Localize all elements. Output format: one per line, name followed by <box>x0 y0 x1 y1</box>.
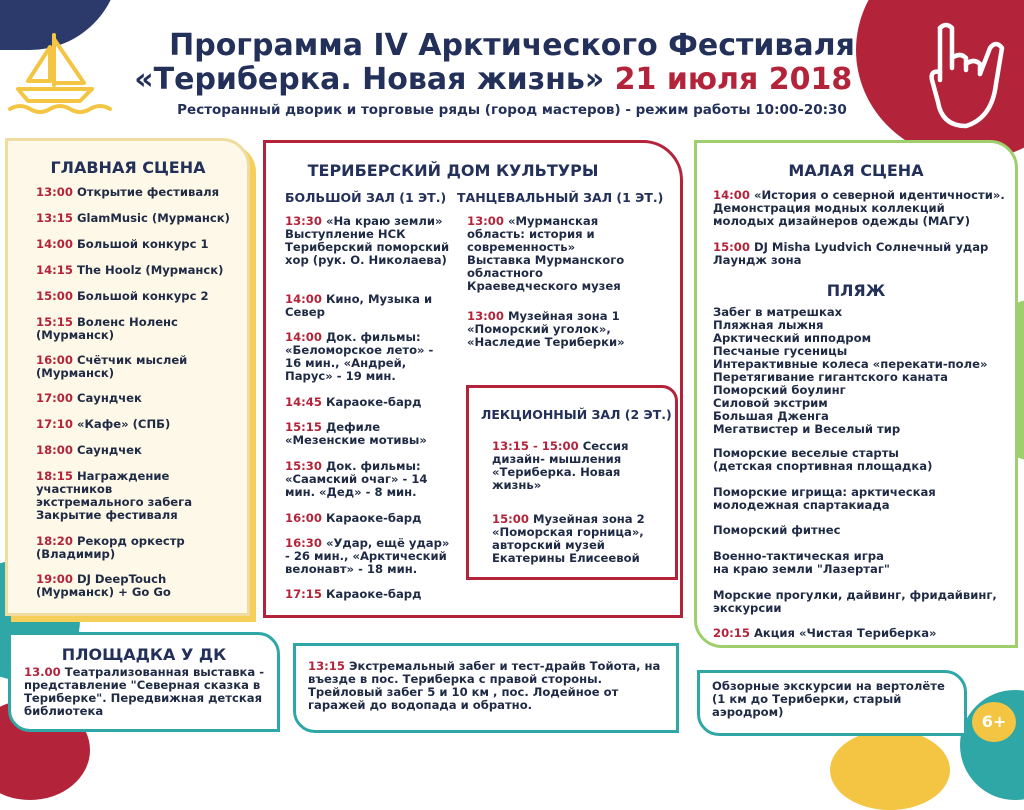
rock-hand-icon <box>918 18 1014 136</box>
main-stage-item: 15:00 Большой конкурс 2 <box>36 289 209 303</box>
page-title-line-2 <box>110 62 914 98</box>
lecture-hall-item: 13:15 - 15:00 Сессия дизайн- мышления «Териберка. Новая жизнь» <box>492 439 629 492</box>
main-stage-item: 16:00 Счётчик мыслей (Мурманск) <box>36 353 188 380</box>
big-hall-item: 14:45 Караоке-бард <box>285 395 422 409</box>
dk-area-title: ПЛОЩАДКА У ДК <box>61 645 227 664</box>
beach-sea-walks: Морские прогулки, дайвинг, фридайвинг, экскурсии <box>713 588 997 615</box>
page-subtitle: Ресторанный дворик и торговые ряды (город мастеров) - режим работы 10:00-20:30 <box>177 102 847 118</box>
main-stage-item: 18:00 Саундчек <box>36 443 142 457</box>
beach-spartakiad: Поморские игрища: арктическая молодежная спартакиада <box>713 485 936 512</box>
helicopter-tour-text: Обзорные экскурсии на вертолёте (1 км до Териберки, старый аэродром) <box>712 679 945 719</box>
dance-hall-item: 13:00 Музейная зона 1 «Поморский уголок», «Наследие Териберки» <box>467 309 625 349</box>
trail-run-item: 13:15 Экстремальный забег и тест-драйв Тойота, на въезде в пос. Териберка с правой стороны. Трейловый забег 5 и 10 км , пос. Лодейное от гаражей до водопада и обратно. <box>308 659 661 712</box>
big-hall-item: 17:15 Караоке-бард <box>285 587 422 601</box>
dance-hall-title: ТАНЦЕВАЛЬНЫЙ ЗАЛ (1 ЭТ.) <box>457 190 664 205</box>
deco-corner-bottomright-2 <box>830 730 950 810</box>
page-title <box>110 28 914 64</box>
lecture-hall-title: ЛЕКЦИОННЫЙ ЗАЛ (2 ЭТ.) <box>481 407 672 422</box>
festival-date: 21 июля 2018 г. <box>614 62 890 97</box>
big-hall-item: 15:30 Док. фильмы: «Саамский очаг» - 14 мин. «Дед» - 8 мин. <box>285 459 428 499</box>
main-stage-item: 14:00 Большой конкурс 1 <box>36 237 209 251</box>
small-stage-title: МАЛАЯ СЦЕНА <box>788 161 924 180</box>
small-stage-item: 15:00 DJ Misha Lyudvich Солнечный удар Лаундж зона <box>713 240 989 267</box>
beach-last-item: 20:15 Акция «Чистая Териберка» <box>713 626 937 640</box>
age-rating-badge: 6+ <box>972 702 1016 742</box>
big-hall-item: 16:00 Караоке-бард <box>285 511 422 525</box>
main-stage-item: 15:15 Воленс Ноленс (Мурманск) <box>36 315 178 342</box>
main-stage-item: 13:15 GlamMusic (Мурманск) <box>36 211 230 225</box>
big-hall-item: 16:30 «Удар, ещё удар» - 26 мин., «Арктический велонавт» - 18 мин. <box>285 536 450 576</box>
big-hall-item: 14:00 Кино, Музыка и Север <box>285 292 433 319</box>
sailboat-icon <box>6 25 116 115</box>
small-stage-item: 14:00 «История о северной идентичности». Демонстрация модных коллекций молодых дизайнеров одежды (МАГУ) <box>713 188 1005 228</box>
beach-starts: Поморские веселые старты (детская спортивная площадка) <box>713 446 933 473</box>
big-hall-item: 15:15 Дефиле «Мезенские мотивы» <box>285 420 427 447</box>
big-hall-title: БОЛЬШОЙ ЗАЛ (1 ЭТ.) <box>285 190 447 205</box>
big-hall-item: 14:00 Док. фильмы: «Беломорское лето» - 16 мин., «Андрей, Парус» - 19 мин. <box>285 330 434 383</box>
main-stage-item: 14:15 The Hoolz (Мурманск) <box>36 263 224 277</box>
dk-area-item: 13.00 Театрализованная выставка - представление "Северная сказка в Териберке". Передвижная детская библиотека <box>24 665 265 718</box>
main-stage-item: 18:15 Награждение участников экстремального забега Закрытие фестиваля <box>36 469 193 522</box>
beach-fitness: Поморский фитнес <box>713 523 841 537</box>
main-stage-title: ГЛАВНАЯ СЦЕНА <box>50 158 206 177</box>
main-stage-item: 13:00 Открытие фестиваля <box>36 185 220 199</box>
main-stage-item: 17:10 «Кафе» (СПБ) <box>36 417 171 431</box>
beach-lasertag: Военно-тактическая игра на краю земли "Лазертаг" <box>713 549 890 576</box>
festival-name: «Териберка. Новая жизнь» <box>134 62 605 97</box>
lecture-hall-item: 15:00 Музейная зона 2 «Поморская горница», авторский музей Екатерины Елисеевой <box>492 512 645 565</box>
main-stage-item: 18:20 Рекорд оркестр (Владимир) <box>36 534 185 561</box>
culture-house-title: ТЕРИБЕРСКИЙ ДОМ КУЛЬТУРЫ <box>307 161 599 180</box>
main-stage-item: 17:00 Саундчек <box>36 391 142 405</box>
beach-activities-list: Забег в матрешках Пляжная лыжня Арктический ипподром Песчаные гусеницы Интерактивные колеса «перекати-поле» Перетягивание гигантского каната Поморский боулинг Силовой экстрим Большая Дженга Мегатвистер и Веселый тир <box>713 305 988 436</box>
title-line-1: Программа IV Арктического Фестиваля <box>169 28 855 63</box>
beach-title: ПЛЯЖ <box>826 281 886 300</box>
main-stage-item: 19:00 DJ DeepTouch (Мурманск) + Go Go <box>36 572 171 599</box>
big-hall-item: 13:30 «На краю земли» Выступление НСК Териберский поморский хор (рук. О. Николаева) <box>285 214 450 267</box>
dance-hall-item: 13:00 «Мурманская область: история и современность» Выставка Мурманского областного Краеведческого музея <box>467 214 625 293</box>
